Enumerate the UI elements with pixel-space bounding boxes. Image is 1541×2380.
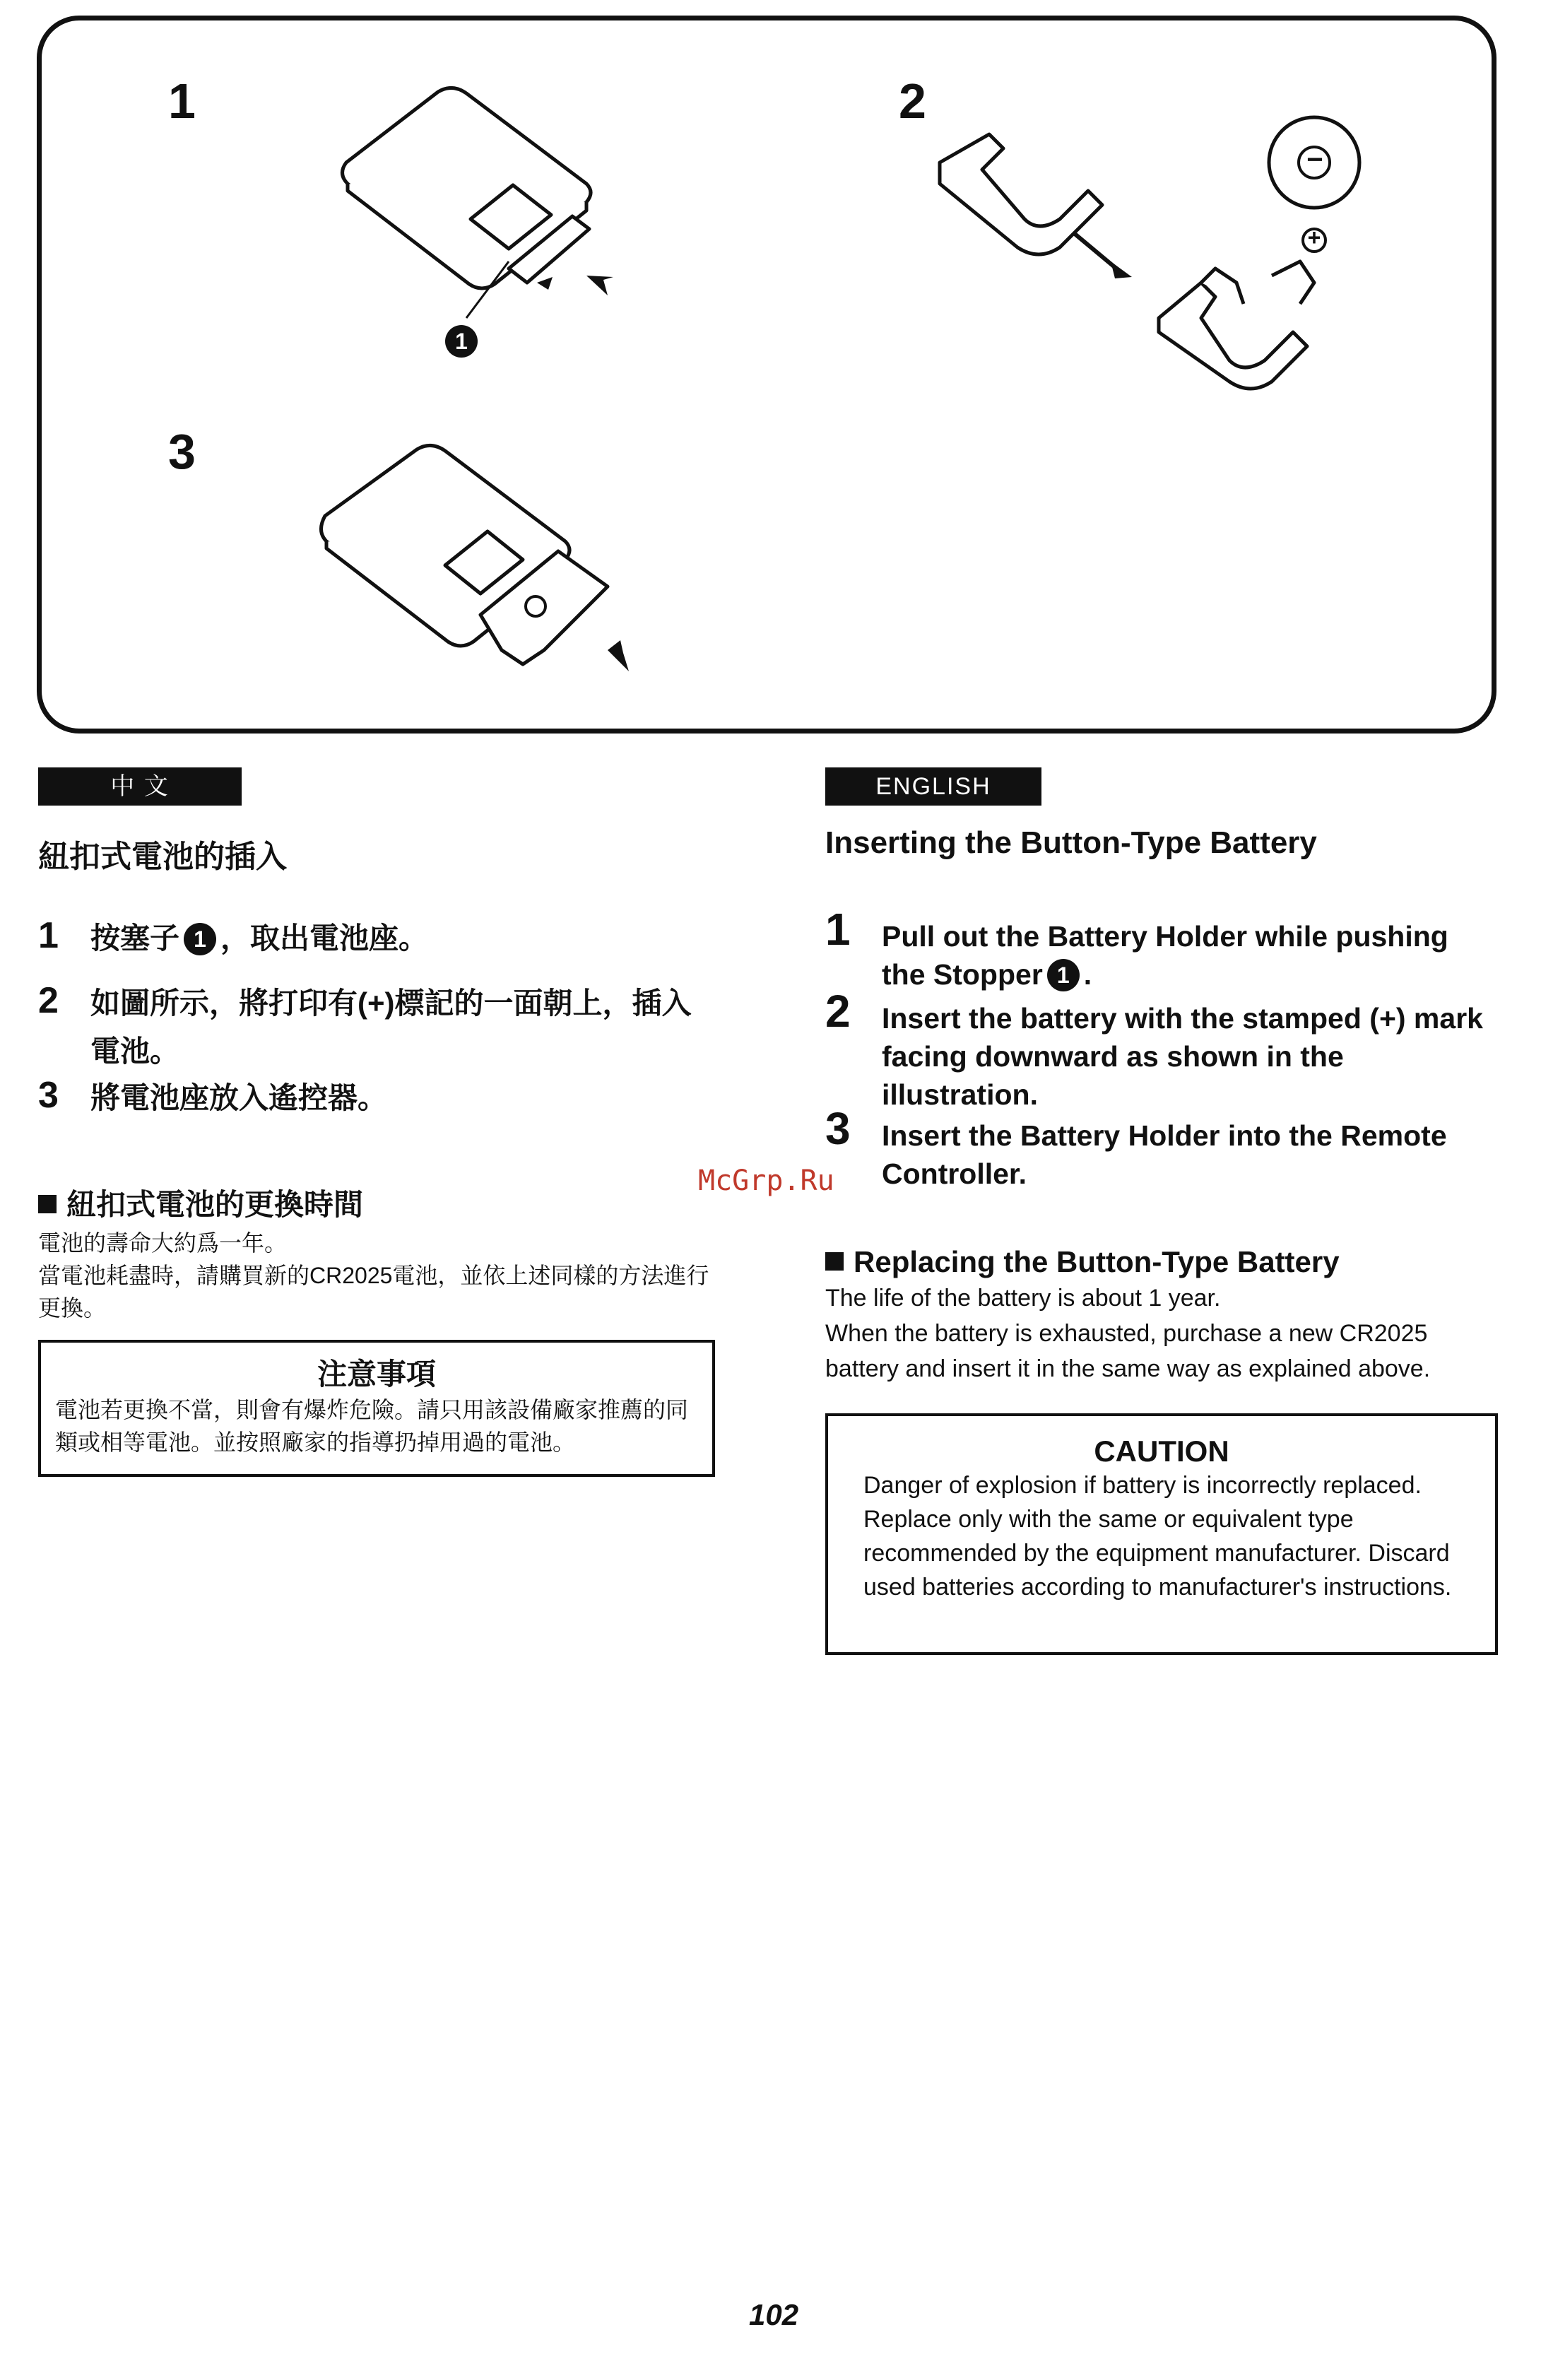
chinese-replace-heading: 紐扣式電池的更換時間 [38,1182,363,1224]
stopper-callout: 1 [445,325,478,358]
english-heading: Inserting the Button-Type Battery [825,825,1317,860]
chinese-heading: 紐扣式電池的插入 [38,840,287,874]
chinese-step-3: 3 將電池座放入遙控器。 [38,1075,388,1116]
remote-pull-out-illustration [332,78,629,304]
chinese-step-2: 2 如圖所示，將打印有(+)標記的一面朝上，插入電池。 [38,980,692,1068]
bullet-square-icon [825,1252,844,1271]
english-step-2: 2 Insert the battery with the stamped (+) mark facing downward as shown in the illustration. [825,986,1483,1111]
plus-mark: + [1307,225,1321,250]
chinese-tag: 中 文 [38,767,242,806]
english-caution-title: CAUTION [1094,1435,1229,1468]
page-number: 102 [749,2298,799,2331]
bullet-square-icon [38,1195,57,1213]
english-caution-box [825,1413,1498,1655]
chinese-caution-title: 注意事項 [317,1357,436,1391]
figure-step-3-label: 3 [168,424,196,479]
chinese-caution-text: 電池若更換不當，則會有爆炸危險。請只用該設備廠家推薦的同類或相等電池。並按照廠家的指導扔掉用過的電池。 [55,1397,689,1455]
stopper-callout-icon: 1 [184,923,216,955]
english-replace-heading: Replacing the Button-Type Battery [825,1245,1340,1279]
watermark: McGrp.Ru [698,1165,834,1197]
english-step-1: 1 Pull out the Battery Holder while pushing the Stopper 1 . [825,904,1448,991]
stopper-callout-icon: 1 [1047,959,1080,991]
minus-mark: − [1306,144,1323,175]
chinese-replace-text: 電池的壽命大約爲一年。 當電池耗盡時，請購買新的CR2025電池，並依上述同樣的方法進行更換。 [38,1230,709,1321]
english-step-3: 3 Insert the Battery Holder into the Remote Controller. [825,1103,1447,1190]
chinese-step-1: 1 按塞子 1 ，取出電池座。 [38,915,429,956]
figure-step-1-label: 1 [168,73,196,129]
figure-step-2-label: 2 [899,73,926,129]
english-replace-text: The life of the battery is about 1 year. When the battery is exhausted, purchase a new CR2025 battery and insert it in the same way as explained above. [825,1285,1431,1382]
english-tag: ENGLISH [825,767,1041,806]
remote-insert-illustration [311,438,636,693]
battery-holder-illustration [919,106,1357,438]
english-caution-text: Danger of explosion if battery is incorrectly replaced. Replace only with the same or equivalent type recommended by the equipment manufacturer. Discard used batteries according to manufacturer's instructions. [863,1472,1452,1601]
chinese-caution-box [38,1340,715,1477]
